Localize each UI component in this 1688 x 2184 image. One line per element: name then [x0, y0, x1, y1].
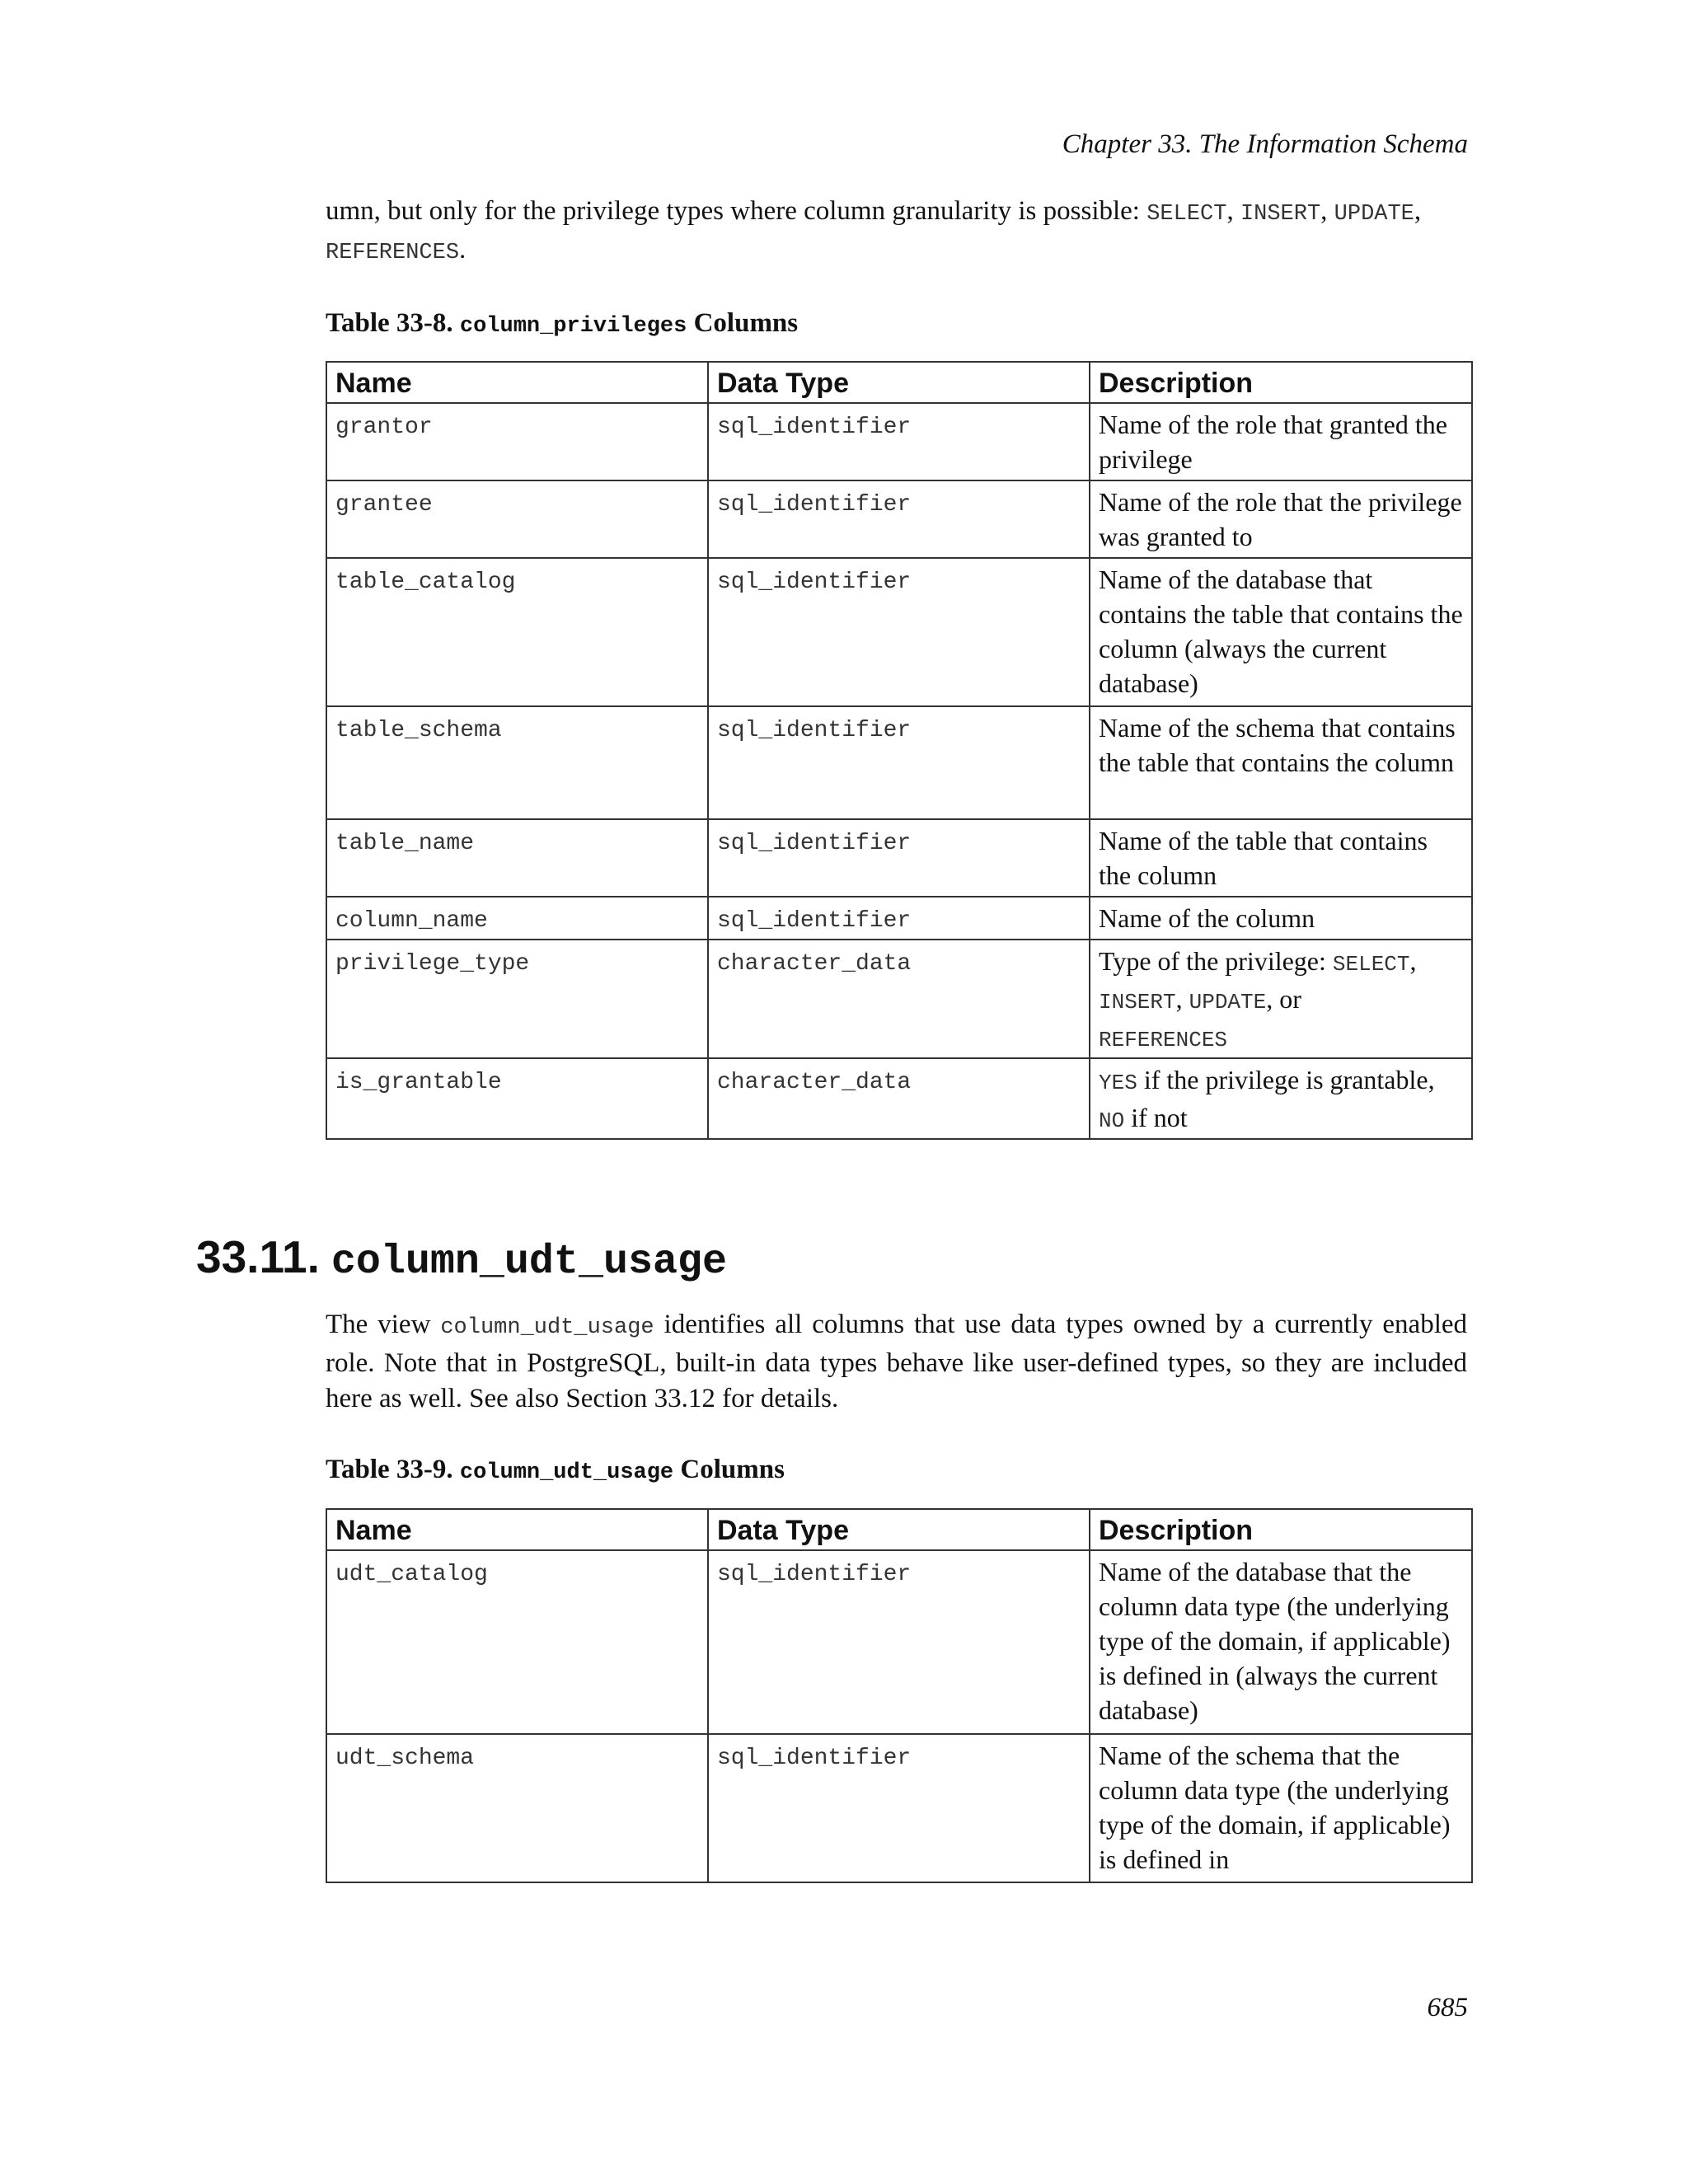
header-description: Description [1090, 362, 1472, 403]
cell-type: character_data [708, 1058, 1090, 1139]
code-references: REFERENCES [326, 241, 460, 265]
cell-description: Name of the table that contains the column [1090, 819, 1472, 897]
cell-type: sql_identifier [708, 1550, 1090, 1734]
table-row [326, 1734, 1472, 1882]
intro-end: . [459, 235, 467, 265]
cell-name: column_name [326, 897, 708, 940]
cell-name: is_grantable [326, 1058, 708, 1139]
cell-description: Name of the schema that the column data type (the underlying type of the domain, if applicable) is defined in [1090, 1734, 1472, 1882]
table-row [326, 1550, 1472, 1734]
cell-type: sql_identifier [708, 558, 1090, 706]
table-row [326, 819, 1472, 897]
cell-type: sql_identifier [708, 706, 1090, 819]
cell-type: sql_identifier [708, 897, 1090, 940]
code-no: NO [1099, 1108, 1125, 1133]
cell-name: udt_catalog [326, 1550, 708, 1734]
intro-paragraph: umn, but only for the privilege types where column granularity is possible: SELECT, INSERT, UPDATE, REFERENCES. [326, 196, 1422, 265]
caption-prefix: Table 33-8. [326, 308, 453, 338]
caption-suffix: Columns [680, 1455, 785, 1484]
section-title-code: column_udt_usage [331, 1239, 727, 1286]
table-row [326, 480, 1472, 558]
cell-type: character_data [708, 940, 1090, 1058]
cell-description: Type of the privilege: SELECT, INSERT, UPDATE, or REFERENCES [1090, 940, 1472, 1058]
cell-type: sql_identifier [708, 403, 1090, 480]
section-number: 33.11. [196, 1231, 320, 1282]
header-name: Name [326, 362, 708, 403]
code-update: UPDATE [1189, 990, 1267, 1015]
code-update: UPDATE [1334, 202, 1414, 227]
cell-description: Name of the role that granted the privilege [1090, 403, 1472, 480]
cell-description: Name of the database that the column data type (the underlying type of the domain, if applicable) is defined in (always the current database) [1090, 1550, 1472, 1734]
header-data-type: Data Type [708, 362, 1090, 403]
header-description: Description [1090, 1509, 1472, 1550]
section-paragraph [326, 1307, 1467, 1417]
code-yes: YES [1099, 1071, 1137, 1095]
table-row [326, 558, 1472, 706]
table-header-row [326, 1509, 1472, 1550]
section-heading [196, 1228, 727, 1291]
cell-description: Name of the role that the privilege was granted to [1090, 480, 1472, 558]
intro-text: umn, but only for the privilege types where column granularity is possible: [326, 196, 1147, 226]
code-select: SELECT [1146, 202, 1227, 227]
para-rest: identifies all columns that use data types owned by a currently enabled role. Note that in PostgreSQL, built-in data types behave like user-defined types, so they are included here as well. See also Section 33.12 for details. [326, 1310, 1468, 1413]
cell-name: table_name [326, 819, 708, 897]
header-data-type: Data Type [708, 1509, 1090, 1550]
cell-description: Name of the schema that contains the table that contains the column [1090, 706, 1472, 819]
desc-or: , or [1266, 984, 1301, 1014]
caption-code: column_udt_usage [459, 1460, 674, 1485]
cell-name: grantor [326, 403, 708, 480]
cell-type: sql_identifier [708, 1734, 1090, 1882]
cell-name: udt_schema [326, 1734, 708, 1882]
code-references: REFERENCES [1099, 1028, 1228, 1052]
caption-prefix: Table 33-9. [326, 1455, 453, 1484]
page-number: 685 [1427, 1993, 1468, 2022]
table-row [326, 403, 1472, 480]
cell-description: Name of the column [1090, 897, 1472, 940]
column-privileges-table [326, 361, 1473, 1140]
code-select: SELECT [1332, 952, 1410, 977]
desc-mid: if the privilege is grantable, [1137, 1065, 1435, 1094]
cell-name: table_catalog [326, 558, 708, 706]
header-name: Name [326, 1509, 708, 1550]
table-row [326, 1058, 1472, 1139]
desc-end: if not [1124, 1103, 1188, 1132]
cell-description: Name of the database that contains the table that contains the column (always the current database) [1090, 558, 1472, 706]
cell-type: sql_identifier [708, 480, 1090, 558]
code-insert: INSERT [1240, 202, 1321, 227]
table-row [326, 706, 1472, 819]
cell-type: sql_identifier [708, 819, 1090, 897]
para-code: column_udt_usage [440, 1315, 654, 1340]
cell-name: grantee [326, 480, 708, 558]
para-prefix: The view [326, 1310, 441, 1339]
cell-name: privilege_type [326, 940, 708, 1058]
running-head: Chapter 33. The Information Schema [1062, 129, 1468, 159]
table1-caption [326, 307, 798, 343]
cell-description [1090, 1058, 1472, 1139]
desc-prefix: Type of the privilege: [1099, 946, 1333, 976]
code-insert: INSERT [1099, 990, 1176, 1015]
caption-code: column_privileges [459, 314, 687, 339]
table2-caption [326, 1453, 785, 1489]
column-udt-usage-table [326, 1508, 1473, 1883]
table-row [326, 897, 1472, 940]
caption-suffix: Columns [693, 308, 799, 338]
cell-name: table_schema [326, 706, 708, 819]
table-header-row [326, 362, 1472, 403]
table-row [326, 940, 1472, 1058]
